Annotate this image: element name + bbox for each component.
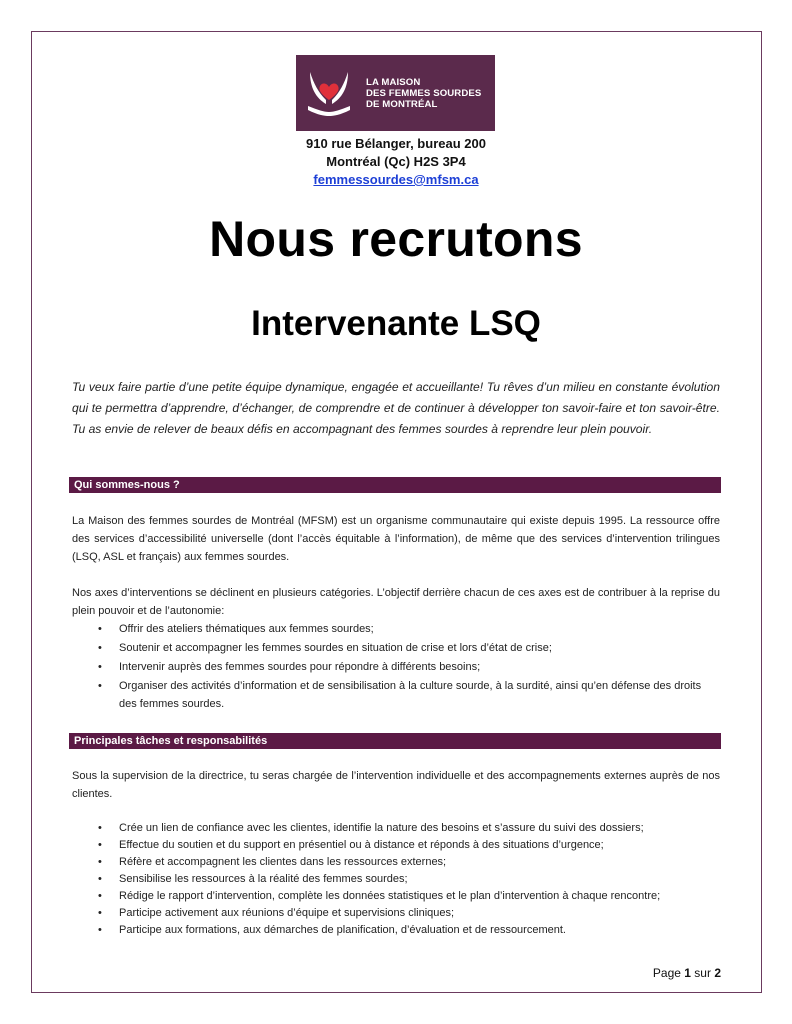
bullet-icon: •	[98, 856, 102, 868]
bullet-icon: •	[98, 839, 102, 851]
list-item: • Offrir des ateliers thématiques aux femmes sourdes;	[72, 620, 720, 638]
bullet-icon: •	[98, 642, 102, 654]
bullet-icon: •	[98, 890, 102, 902]
about-paragraph: La Maison des femmes sourdes de Montréal (MFSM) est un organisme communautaire qui existe depuis 1995. La ressource offre des services d’accessibilité universelle (dont l’accès équitable à l’information), de même que des services d’intervention trilingues (LSQ, ASL et français) aux femmes sourdes.	[72, 515, 720, 563]
page-number: Page 1 sur 2	[652, 966, 721, 980]
list-item: • Crée un lien de confiance avec les clientes, identifie la nature des besoins et s’assure du suivi des dossiers;	[72, 820, 720, 837]
axes-list	[72, 620, 720, 714]
logo-wordmark: LA MAISON DES FEMMES SOURDES DE MONTRÉAL	[366, 76, 482, 110]
address-city: Montréal (Qc) H2S 3P4	[326, 154, 466, 169]
bullet-icon: •	[98, 680, 102, 692]
tasks-paragraph: Sous la supervision de la directrice, tu seras chargée de l’intervention individuelle et des accompagnements externes auprès de nos clientes.	[72, 770, 720, 800]
bullet-icon: •	[98, 623, 102, 635]
list-item: • Participe activement aux réunions d’équipe et supervisions cliniques;	[72, 905, 720, 922]
organization-logo	[296, 55, 495, 131]
address-street: 910 rue Bélanger, bureau 200	[306, 136, 486, 151]
list-item: • Sensibilise les ressources à la réalité des femmes sourdes;	[72, 871, 720, 888]
list-item: • Participe aux formations, aux démarches de planification, d’évaluation et de ressourcement.	[72, 922, 720, 939]
bullet-icon: •	[98, 822, 102, 834]
bullet-icon: •	[98, 907, 102, 919]
list-item: • Réfère et accompagnent les clientes dans les ressources externes;	[72, 854, 720, 871]
tasks-list	[72, 820, 720, 939]
bullet-icon: •	[98, 873, 102, 885]
email-link[interactable]: femmessourdes@mfsm.ca	[313, 172, 479, 187]
bullet-icon: •	[98, 924, 102, 936]
axes-paragraph: Nos axes d’interventions se déclinent en plusieurs catégories. L’objectif derrière chacun de ces axes est de contribuer à la reprise du plein pouvoir et de l’autonomie:	[72, 587, 720, 617]
section-header-about: Qui sommes-nous ?	[69, 477, 721, 493]
list-item: • Intervenir auprès des femmes sourdes pour répondre à différents besoins;	[72, 658, 720, 676]
intro-paragraph: Tu veux faire partie d’une petite équipe dynamique, engagée et accueillante! Tu rêves d’un milieu en constante évolution qui te permettra d’apprendre, d’échanger, de comprendre et de continuer à développer ton savoir-faire et ton savoir-être. Tu as envie de relever de beaux défis en accompagnant des femmes sourdes à reprendre leur plein pouvoir.	[72, 380, 720, 436]
bullet-icon: •	[98, 661, 102, 673]
list-item: • Effectue du soutien et du support en présentiel ou à distance et réponds à des situations d’urgence;	[72, 837, 720, 854]
contact-email	[0, 172, 792, 187]
job-title: Intervenante LSQ	[251, 304, 541, 343]
list-item: • Soutenir et accompagner les femmes sourdes en situation de crise et lors d’état de crise;	[72, 639, 720, 657]
section-header-tasks: Principales tâches et responsabilités	[69, 733, 721, 749]
hands-heart-icon	[296, 55, 362, 131]
page-title: Nous recrutons	[209, 211, 583, 267]
list-item: • Rédige le rapport d’intervention, complète les données statistiques et le plan d’intervention à chaque rencontre;	[72, 888, 720, 905]
list-item: • Organiser des activités d’information et de sensibilisation à la culture sourde, à la surdité, ainsi qu’en défense des droits des femmes sourdes.	[72, 677, 720, 713]
